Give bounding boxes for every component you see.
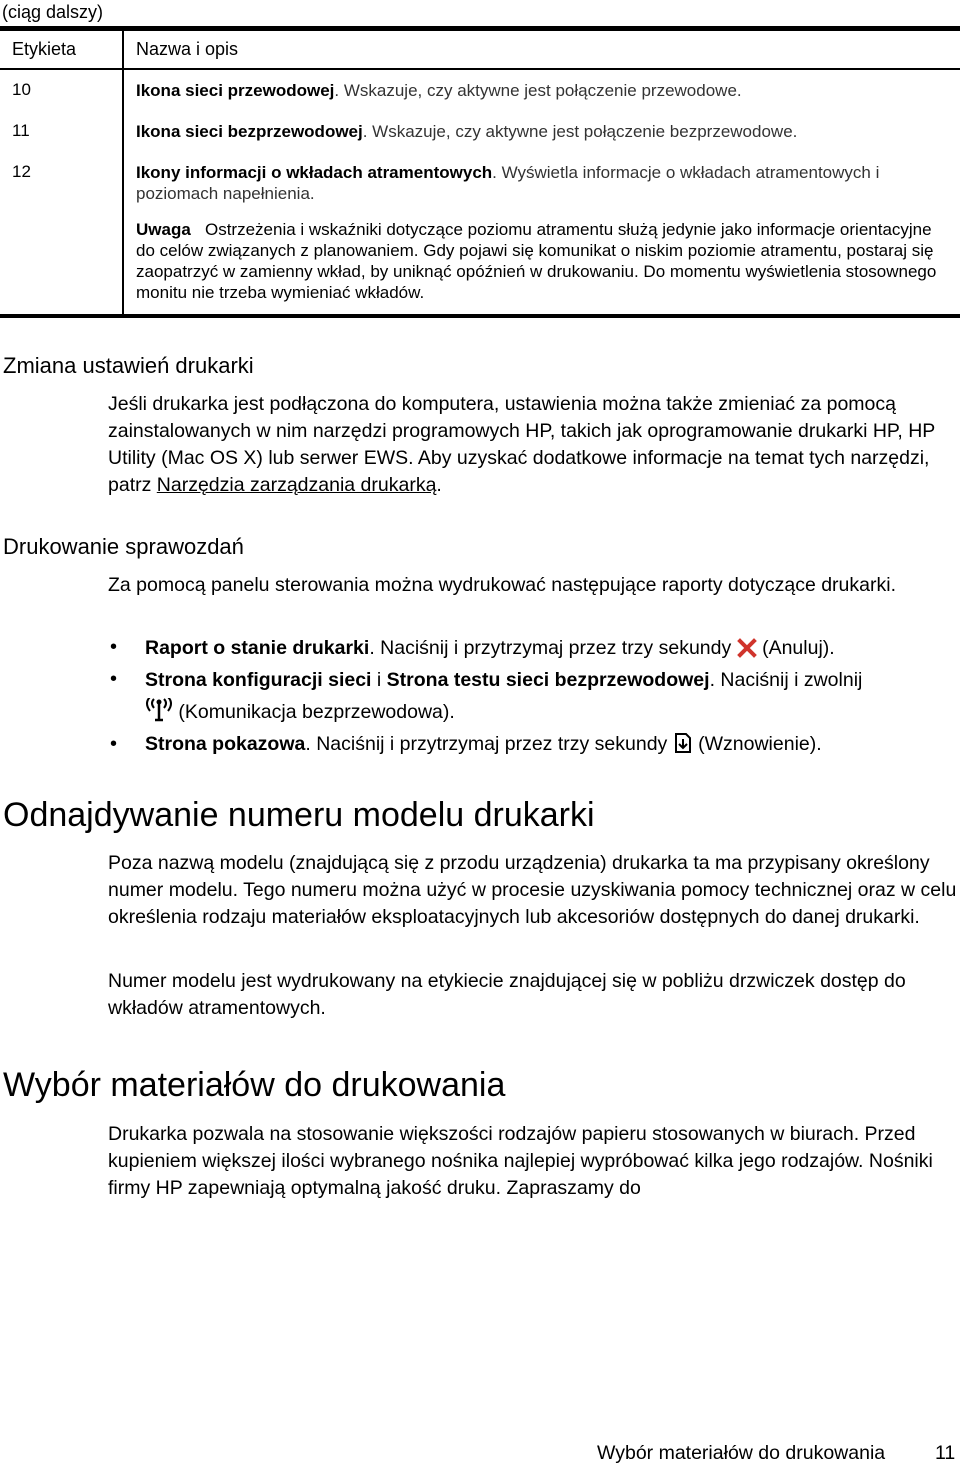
section-title-settings: Zmiana ustawień drukarki xyxy=(3,353,254,378)
table-row-label: 11 xyxy=(12,121,30,140)
table-header-label: Etykieta xyxy=(12,39,77,59)
section-title-media: Wybór materiałów do drukowania xyxy=(3,1066,506,1104)
section-title-reports: Drukowanie sprawozdań xyxy=(3,534,244,559)
bullet-marker: • xyxy=(110,636,118,658)
list-item: Strona pokazowa. Naciśnij i przytrzymaj przez trzy sekundy (Wznowienie). xyxy=(145,728,960,764)
table-header-rule xyxy=(0,68,960,70)
table-row: Ikona sieci bezprzewodowej. Wskazuje, czy aktywne jest połączenie bezprzewodowe. xyxy=(136,122,798,141)
model-paragraph-2: Numer modelu jest wydrukowany na etykiecie znajdującej się w pobliżu drzwiczek dostęp do wkładów atramentowych. xyxy=(108,970,906,1019)
wireless-icon xyxy=(145,698,173,732)
printer-tools-link[interactable]: Narzędzia zarządzania drukarką xyxy=(156,474,437,496)
table-column-divider xyxy=(122,31,124,314)
table-row: Ikona sieci przewodowej. Wskazuje, czy aktywne jest połączenie przewodowe. xyxy=(136,81,742,100)
model-paragraph-1: Poza nazwą modelu (znajdującą się z przodu urządzenia) drukarka ta ma przypisany określony numer modelu. Tego numeru można użyć w procesie uzyskiwania pomocy technicznej oraz w celu określenia rodzaju materiałów eksploatacyjnych lub akcesoriów dostępnych do danej drukarki. xyxy=(108,852,957,928)
table-row-label: 10 xyxy=(12,80,31,99)
table-note: Uwaga Ostrzeżenia i wskaźniki dotyczące poziomu atramentu służą jedynie jako informacje orientacyjne do celów związanych z planowaniem. Gdy pojawi się komunikat o niskim poziomie atramentu, postaraj się zaopatrzyć w zamienny wkład, by uniknąć opóźnień w drukowaniu. Do momentu wyświetlenia stosownego monitu nie trzeba wymieniać wkładów. xyxy=(136,220,937,302)
bullet-marker: • xyxy=(110,733,118,755)
section-title-model: Odnajdywanie numeru modelu drukarki xyxy=(3,796,595,834)
resume-icon xyxy=(673,732,693,764)
table-row-label: 12 xyxy=(12,162,31,181)
continued-label: (ciąg dalszy) xyxy=(2,2,104,22)
list-item: Strona konfiguracji sieci i Strona testu sieci bezprzewodowej. Naciśnij i zwolnij (Komunikacja bezprzewodowa). xyxy=(145,664,960,732)
bullet-marker: • xyxy=(110,668,118,690)
footer-title: Wybór materiałów do drukowania xyxy=(597,1442,886,1464)
settings-paragraph: Jeśli drukarka jest podłączona do komputera, ustawienia można także zmieniać za pomocą zainstalowanych w nim narzędzi programowych HP, takich jak oprogramowanie drukarki HP, HP Utility (Mac OS X) lub serwer EWS. Aby uzyskać dodatkowe informacje na temat tych narzędzi, patrz Narzędzia zarządzania drukarką. xyxy=(108,393,935,496)
table-header-name: Nazwa i opis xyxy=(136,39,239,59)
table-top-rule xyxy=(0,26,960,31)
table-row: Ikony informacji o wkładach atramentowych. Wyświetla informacje o wkładach atramentowych i poziomach napełnienia. xyxy=(136,163,880,203)
reports-intro: Za pomocą panelu sterowania można wydrukować następujące raporty dotyczące drukarki. xyxy=(108,574,896,596)
media-paragraph-1: Drukarka pozwala na stosowanie większości rodzajów papieru stosowanych w biurach. Przed kupieniem większej ilości wybranego nośnika najlepiej wypróbować kilka jego rodzajów. Nośniki firmy HP zapewniają optymalną jakość druku. Zapraszamy do xyxy=(108,1123,933,1199)
list-item: Raport o stanie drukarki. Naciśnij i przytrzymaj przez trzy sekundy (Anuluj). xyxy=(145,632,960,668)
page-number: 11 xyxy=(935,1442,956,1464)
table-bottom-rule xyxy=(0,314,960,318)
